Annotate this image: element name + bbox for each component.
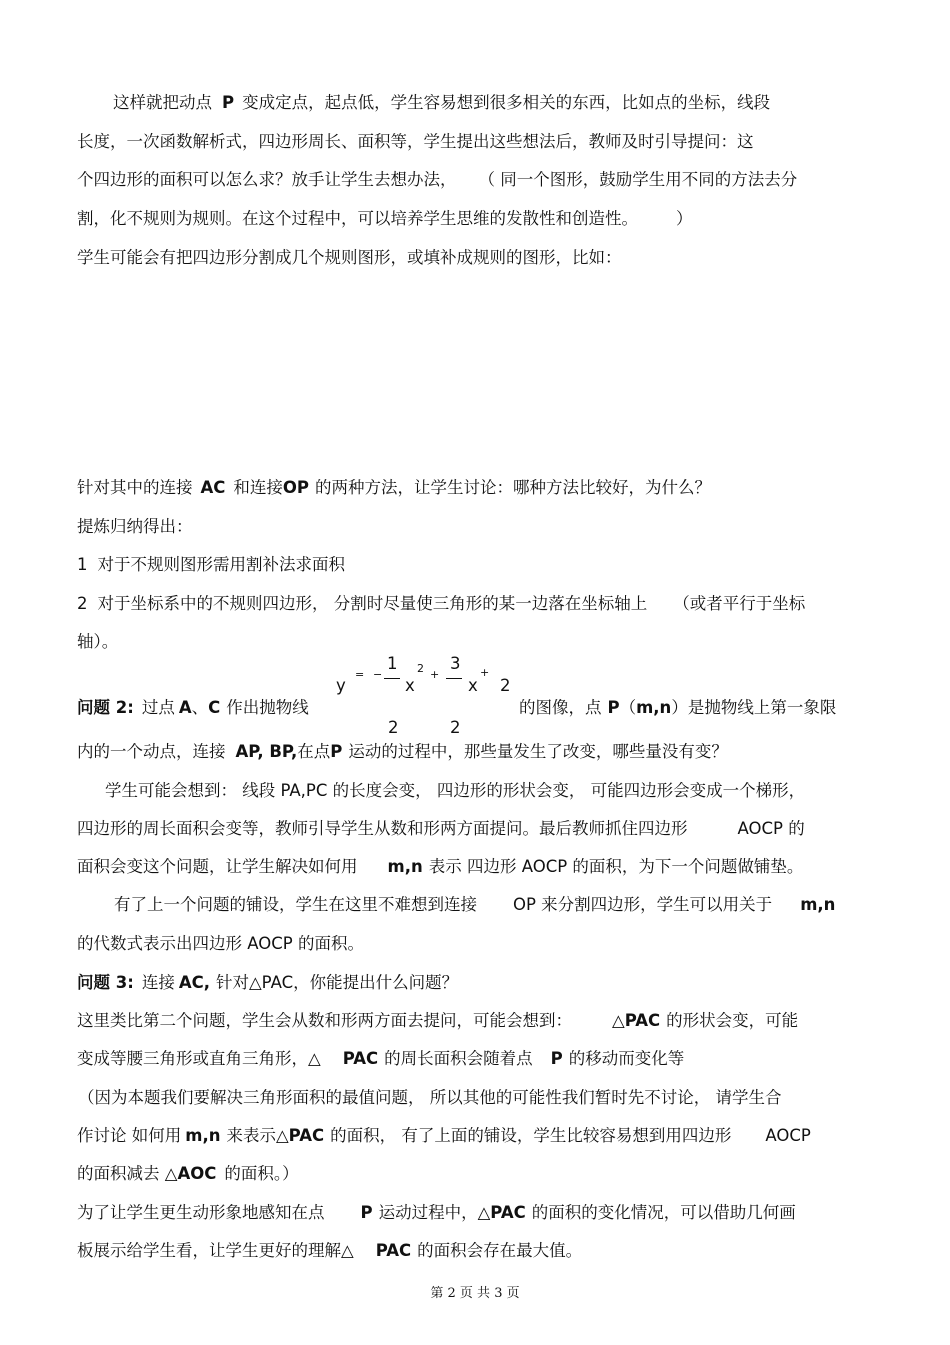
question2-line1-right: 的图像，点 P（m,n）是抛物线上第一象限 xyxy=(519,698,837,717)
discussion-line: 针对其中的连接 AC 和连接OP 的两种方法，让学生讨论：哪种方法比较好，为什么？ xyxy=(77,478,712,497)
student-think-line3: 面积会变这个问题，让学生解决如何用 m,n 表示 四边形 AOCP 的面积，为下一个问题做铺垫。 xyxy=(77,857,804,876)
question2-line2: 内的一个动点，连接 AP, BP,在点P 运动的过程中，那些量发生了改变，哪些量没有变？ xyxy=(77,742,728,761)
formula-plus2: + xyxy=(480,666,490,679)
fraction-bar-2 xyxy=(446,678,462,679)
para1-line3: 个四边形的面积可以怎么求？放手让学生去想办法， （ 同一个图形，鼓励学生用不同的方法去分 xyxy=(77,170,798,189)
formula-x2: x xyxy=(468,676,478,695)
formula-num2: 3 xyxy=(450,654,461,673)
formula-const: 2 xyxy=(500,676,511,695)
question3-line: 问题 3: 连接 AC, 针对△PAC，你能提出什么问题？ xyxy=(77,973,459,992)
formula-num1: 1 xyxy=(387,654,398,673)
formula-eq: = xyxy=(355,668,365,681)
analogy-line2: 变成等腰三角形或直角三角形，△ PAC 的周长面积会随着点 P 的移动而变化等 xyxy=(77,1049,685,1068)
formula-y: y xyxy=(336,676,346,695)
para1-line1: 这样就把动点 P 变成定点，起点低，学生容易想到很多相关的东西，比如点的坐标，线段 xyxy=(113,93,771,112)
student-think-line2: 四边形的周长面积会变等，教师引导学生从数和形两方面提问。最后教师抓住四边形 AOCP 的 xyxy=(77,819,805,838)
student-think-line1: 学生可能会想到： 线段 PA,PC 的长度会变， 四边形的形状会变， 可能四边形会变成一个梯形， xyxy=(105,781,806,800)
para1-line4: 割，化不规则为规则。在这个过程中，可以培养学生思维的发散性和创造性。 ） xyxy=(77,209,693,228)
formula-x1: x xyxy=(405,676,415,695)
final-line1: 为了让学生更生动形象地感知在点 P 运动过程中，△PAC 的面积的变化情况，可以借助几何画 xyxy=(77,1203,796,1222)
summary-item-2: 2 对于坐标系中的不规则四边形， 分割时尽量使三角形的某一边落在坐标轴上 （或者平行于坐标 xyxy=(77,594,806,613)
summary-item-2-cont: 轴）。 xyxy=(77,632,119,651)
para1-line2: 长度，一次函数解析式，四边形周长、面积等，学生提出这些想法后，教师及时引导提问：这 xyxy=(77,132,754,151)
formula-den2: 2 xyxy=(450,718,461,737)
formula-exp: 2 xyxy=(417,662,424,675)
final-line2: 板展示给学生看，让学生更好的理解△ PAC 的面积会存在最大值。 xyxy=(77,1241,583,1260)
formula-den1: 2 xyxy=(388,718,399,737)
formula-minus: − xyxy=(373,668,383,681)
question2-line1-left: 问题 2: 过点 A、C 作出抛物线 xyxy=(77,698,309,717)
page-footer: 第 2 页 共 3 页 xyxy=(430,1286,520,1301)
note-line3: 的面积减去 △AOC 的面积。） xyxy=(77,1164,299,1183)
op-para-line1: 有了上一个问题的铺设，学生在这里不难想到连接 OP 来分割四边形，学生可以用关于 m,n xyxy=(114,895,836,914)
analogy-line1: 这里类比第二个问题，学生会从数和形两方面去提问，可能会想到： △PAC 的形状会变，可能 xyxy=(77,1011,799,1030)
note-line2: 作讨论 如何用 m,n 来表示△PAC 的面积， 有了上面的铺设，学生比较容易想到用四边形 AOCP xyxy=(77,1126,811,1145)
formula-plus1: + xyxy=(430,668,440,681)
note-line1: （因为本题我们要解决三角形面积的最值问题， 所以其他的可能性我们暂时先不讨论， 请学生合 xyxy=(78,1088,782,1107)
para2-line: 学生可能会有把四边形分割成几个规则图形，或填补成规则的图形，比如： xyxy=(77,248,622,267)
fraction-bar-1 xyxy=(384,678,400,679)
summary-item-1: 1 对于不规则图形需用割补法求面积 xyxy=(77,555,345,574)
summary-title: 提炼归纳得出： xyxy=(77,517,193,536)
op-para-line2: 的代数式表示出四边形 AOCP 的面积。 xyxy=(77,934,364,953)
